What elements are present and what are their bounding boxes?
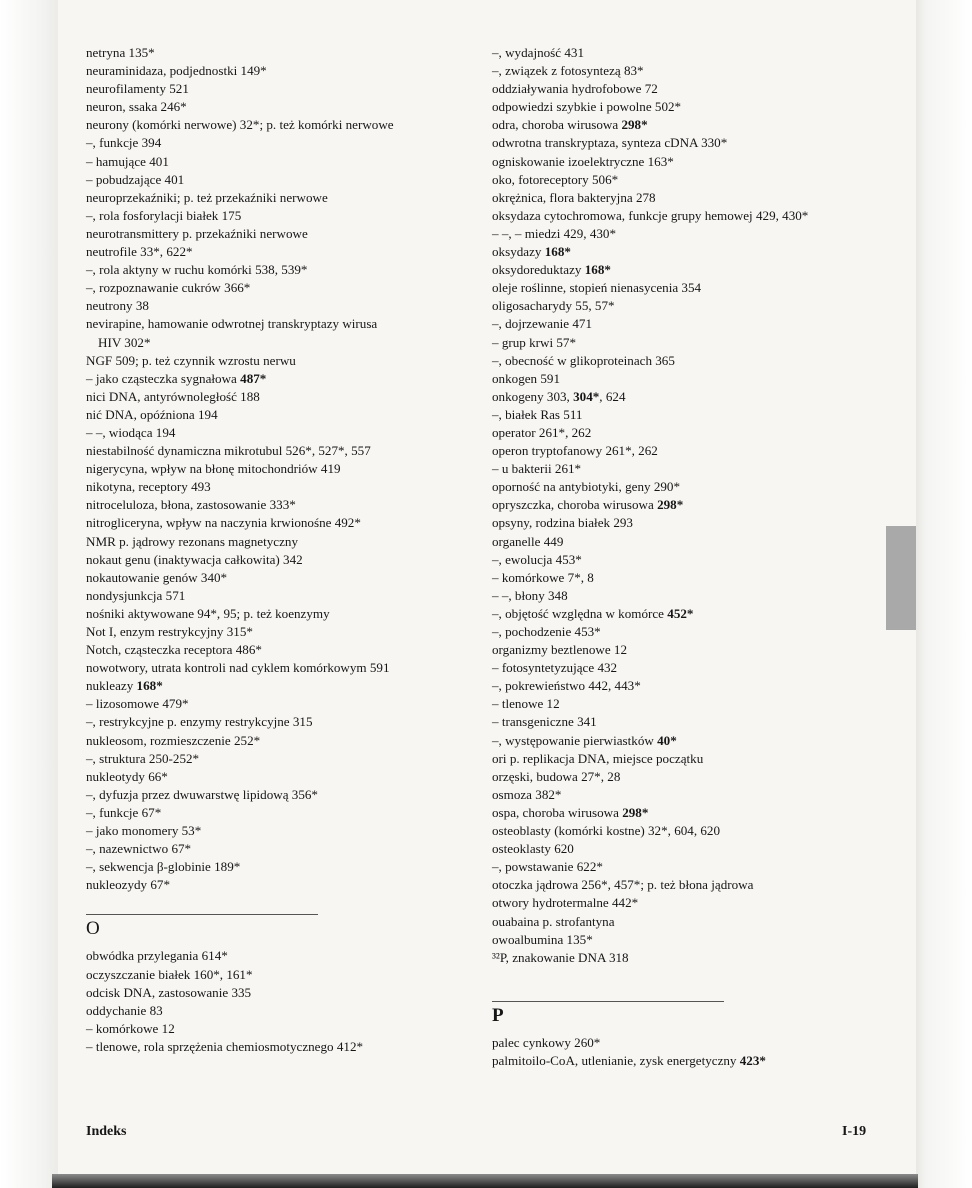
index-entry: ogniskowanie izoelektryczne 163* [492, 153, 674, 169]
right-column [492, 44, 878, 1070]
index-entry: orzęski, budowa 27*, 28 [492, 768, 621, 784]
index-entry: – komórkowe 7*, 8 [492, 569, 594, 585]
index-entry: –, restrykcyjne p. enzymy restrykcyjne 315 [86, 714, 313, 730]
index-entry: – jako cząsteczka sygnałowa 487* [86, 370, 267, 386]
index-entry: oko, fotoreceptory 506* [492, 171, 619, 187]
index-entry: – komórkowe 12 [86, 1020, 175, 1036]
index-entry: – jako monomery 53* [86, 823, 202, 839]
index-entry: Not I, enzym restrykcyjny 315* [86, 624, 253, 639]
index-entry: owoalbumina 135* [492, 931, 593, 947]
section-divider-p [492, 1001, 724, 1002]
index-entry: otwory hydrotermalne 442* [492, 895, 639, 911]
index-entry: –, obecność w glikoproteinach 365 [492, 352, 675, 368]
index-entry: neutrony 38 [86, 298, 149, 314]
index-entry: – hamujące 401 [86, 153, 169, 169]
index-entry: onkogeny 303, 304*, 624 [492, 388, 626, 404]
index-entry: palmitoilo-CoA, utlenianie, zysk energetyczny 423* [492, 1052, 766, 1068]
index-entry: – –, wiodąca 194 [86, 424, 176, 440]
index-entry: nukleozydy 67* [86, 877, 171, 893]
index-entry: ori p. replikacja DNA, miejsce początku [492, 750, 704, 766]
index-entry: –, ewolucja 453* [492, 551, 582, 567]
index-entry: nowotwory, utrata kontroli nad cyklem komórkowym 591 [86, 660, 390, 676]
index-entry: odra, choroba wirusowa 298* [492, 117, 648, 133]
index-entry: nitroceluloza, błona, zastosowanie 333* [86, 497, 296, 513]
index-entry: –, powstawanie 622* [492, 859, 603, 875]
index-entry: NMR p. jądrowy rezonans magnetyczny [86, 533, 298, 549]
index-entry: operon tryptofanowy 261*, 262 [492, 443, 658, 459]
index-entry: nigerycyna, wpływ na błonę mitochondriów 419 [86, 461, 341, 477]
index-entry: odpowiedzi szybkie i powolne 502* [492, 99, 682, 115]
index-entry: obwódka przylegania 614* [86, 948, 228, 964]
index-entry: ouabaina p. strofantyna [492, 913, 615, 929]
index-entry: osteoblasty (komórki kostne) 32*, 604, 620 [492, 823, 721, 839]
index-entry: –, objętość względna w komórce 452* [492, 605, 694, 621]
index-entry: nukleotydy 66* [86, 768, 168, 784]
right-entry-list [492, 44, 878, 967]
index-entry: nikotyna, receptory 493 [86, 479, 211, 495]
section-divider-o [86, 914, 318, 915]
index-entry: oddziaływania hydrofobowe 72 [492, 81, 658, 97]
index-entry: onkogen 591 [492, 370, 561, 386]
index-entry: nośniki aktywowane 94*, 95; p. też koenzymy [86, 605, 330, 621]
index-entry: operator 261*, 262 [492, 424, 592, 440]
index-entry: neuraminidaza, podjednostki 149* [86, 63, 267, 79]
scan-bottom-edge [52, 1174, 918, 1188]
index-entry: –, występowanie pierwiastków 40* [492, 732, 677, 748]
index-entry: nitrogliceryna, wpływ na naczynia krwionośne 492* [86, 515, 361, 531]
index-entry: odcisk DNA, zastosowanie 335 [86, 984, 252, 1000]
index-entry: nukleazy 168* [86, 678, 163, 694]
section-letter-o: O [86, 918, 100, 940]
index-entry: – fotosyntetyzujące 432 [492, 660, 618, 676]
index-entry: –, rozpoznawanie cukrów 366* [86, 280, 251, 296]
index-entry: – pobudzające 401 [86, 171, 185, 187]
index-entry: –, pokrewieństwo 442, 443* [492, 678, 641, 694]
index-entry: neuroprzekaźniki; p. też przekaźniki nerwowe [86, 189, 328, 205]
index-entry: palec cynkowy 260* [492, 1034, 601, 1050]
index-entry: HIV 302* [98, 334, 151, 350]
index-entry: opryszczka, choroba wirusowa 298* [492, 497, 684, 513]
index-entry: nevirapine, hamowanie odwrotnej transkryptazy wirusa [86, 316, 378, 332]
index-entry: nić DNA, opóźniona 194 [86, 406, 218, 422]
section-thumb-tab [886, 526, 916, 630]
index-entry: – transgeniczne 341 [492, 714, 597, 730]
index-entry: –, struktura 250-252* [86, 750, 200, 766]
index-entry: oksydoreduktazy 168* [492, 262, 611, 278]
index-entry: otoczka jądrowa 256*, 457*; p. też błona jądrowa [492, 877, 754, 893]
index-entry: nokaut genu (inaktywacja całkowita) 342 [86, 551, 303, 567]
index-entry: organizmy beztlenowe 12 [492, 642, 628, 658]
footer-section-title: Indeks [86, 1124, 127, 1139]
index-entry: oligosacharydy 55, 57* [492, 298, 615, 314]
index-entry: oporność na antybiotyki, geny 290* [492, 479, 681, 495]
index-entry: oczyszczanie białek 160*, 161* [86, 966, 253, 982]
index-entry: – u bakterii 261* [492, 461, 582, 477]
index-entry: ³²P, znakowanie DNA 318 [492, 949, 629, 965]
index-entry: odwrotna transkryptaza, synteza cDNA 330* [492, 135, 728, 151]
left-entry-list [86, 44, 468, 894]
section-o-entry-list [86, 947, 468, 1056]
index-entry: –, nazewnictwo 67* [86, 841, 192, 857]
index-entry: neurotransmittery p. przekaźniki nerwowe [86, 225, 308, 241]
index-entry: opsyny, rodzina białek 293 [492, 515, 633, 531]
scan-margin-left [0, 0, 58, 1188]
index-entry: –, związek z fotosyntezą 83* [492, 63, 644, 79]
index-entry: nokautowanie genów 340* [86, 569, 228, 585]
left-column [86, 44, 468, 1056]
scan-margin-right [916, 0, 972, 1188]
index-entry: nici DNA, antyrównoległość 188 [86, 388, 260, 404]
index-entry: – –, błony 348 [492, 587, 568, 603]
index-entry: osteoklasty 620 [492, 841, 574, 857]
index-entry: oddychanie 83 [86, 1002, 163, 1018]
index-entry: – grup krwi 57* [492, 334, 577, 350]
index-entry: –, funkcje 67* [86, 804, 162, 820]
index-entry: – lizosomowe 479* [86, 696, 189, 712]
index-entry: – tlenowe, rola sprzężenia chemiosmotycznego 412* [86, 1038, 364, 1054]
index-entry: Notch, cząsteczka receptora 486* [86, 642, 262, 658]
index-entry: ospa, choroba wirusowa 298* [492, 804, 649, 820]
index-entry: –, białek Ras 511 [492, 406, 583, 422]
index-entry: –, rola aktyny w ruchu komórki 538, 539* [86, 262, 308, 278]
index-entry: – –, – miedzi 429, 430* [492, 225, 617, 241]
index-entry: niestabilność dynamiczna mikrotubul 526*, 527*, 557 [86, 443, 371, 459]
index-entry: neurofilamenty 521 [86, 81, 189, 97]
index-entry: osmoza 382* [492, 786, 562, 802]
index-entry: – tlenowe 12 [492, 696, 560, 712]
index-entry: –, rola fosforylacji białek 175 [86, 207, 242, 223]
section-letter-p: P [492, 1004, 504, 1026]
index-entry: nondysjunkcja 571 [86, 587, 186, 603]
index-entry: okrężnica, flora bakteryjna 278 [492, 189, 656, 205]
index-entry: –, funkcje 394 [86, 135, 162, 151]
index-entry: oksydaza cytochromowa, funkcje grupy hemowej 429, 430* [492, 207, 809, 223]
index-entry: neurony (komórki nerwowe) 32*; p. też komórki nerwowe [86, 117, 394, 133]
index-entry: NGF 509; p. też czynnik wzrostu nerwu [86, 352, 296, 368]
index-entry: neuron, ssaka 246* [86, 99, 187, 115]
footer-page-number: I-19 [842, 1124, 867, 1139]
index-entry: oleje roślinne, stopień nienasycenia 354 [492, 280, 702, 296]
index-entry: oksydazy 168* [492, 244, 571, 260]
index-entry: nukleosom, rozmieszczenie 252* [86, 732, 261, 748]
index-entry: –, pochodzenie 453* [492, 624, 601, 639]
index-entry: organelle 449 [492, 533, 564, 549]
section-p-entry-list [492, 1034, 878, 1070]
index-entry: neutrofile 33*, 622* [86, 244, 193, 260]
index-entry: –, sekwencja β-globinie 189* [86, 859, 241, 875]
index-entry: –, dyfuzja przez dwuwarstwę lipidową 356* [86, 786, 318, 802]
index-entry: –, dojrzewanie 471 [492, 316, 592, 332]
index-entry: netryna 135* [86, 45, 155, 60]
index-entry: –, wydajność 431 [492, 45, 585, 60]
